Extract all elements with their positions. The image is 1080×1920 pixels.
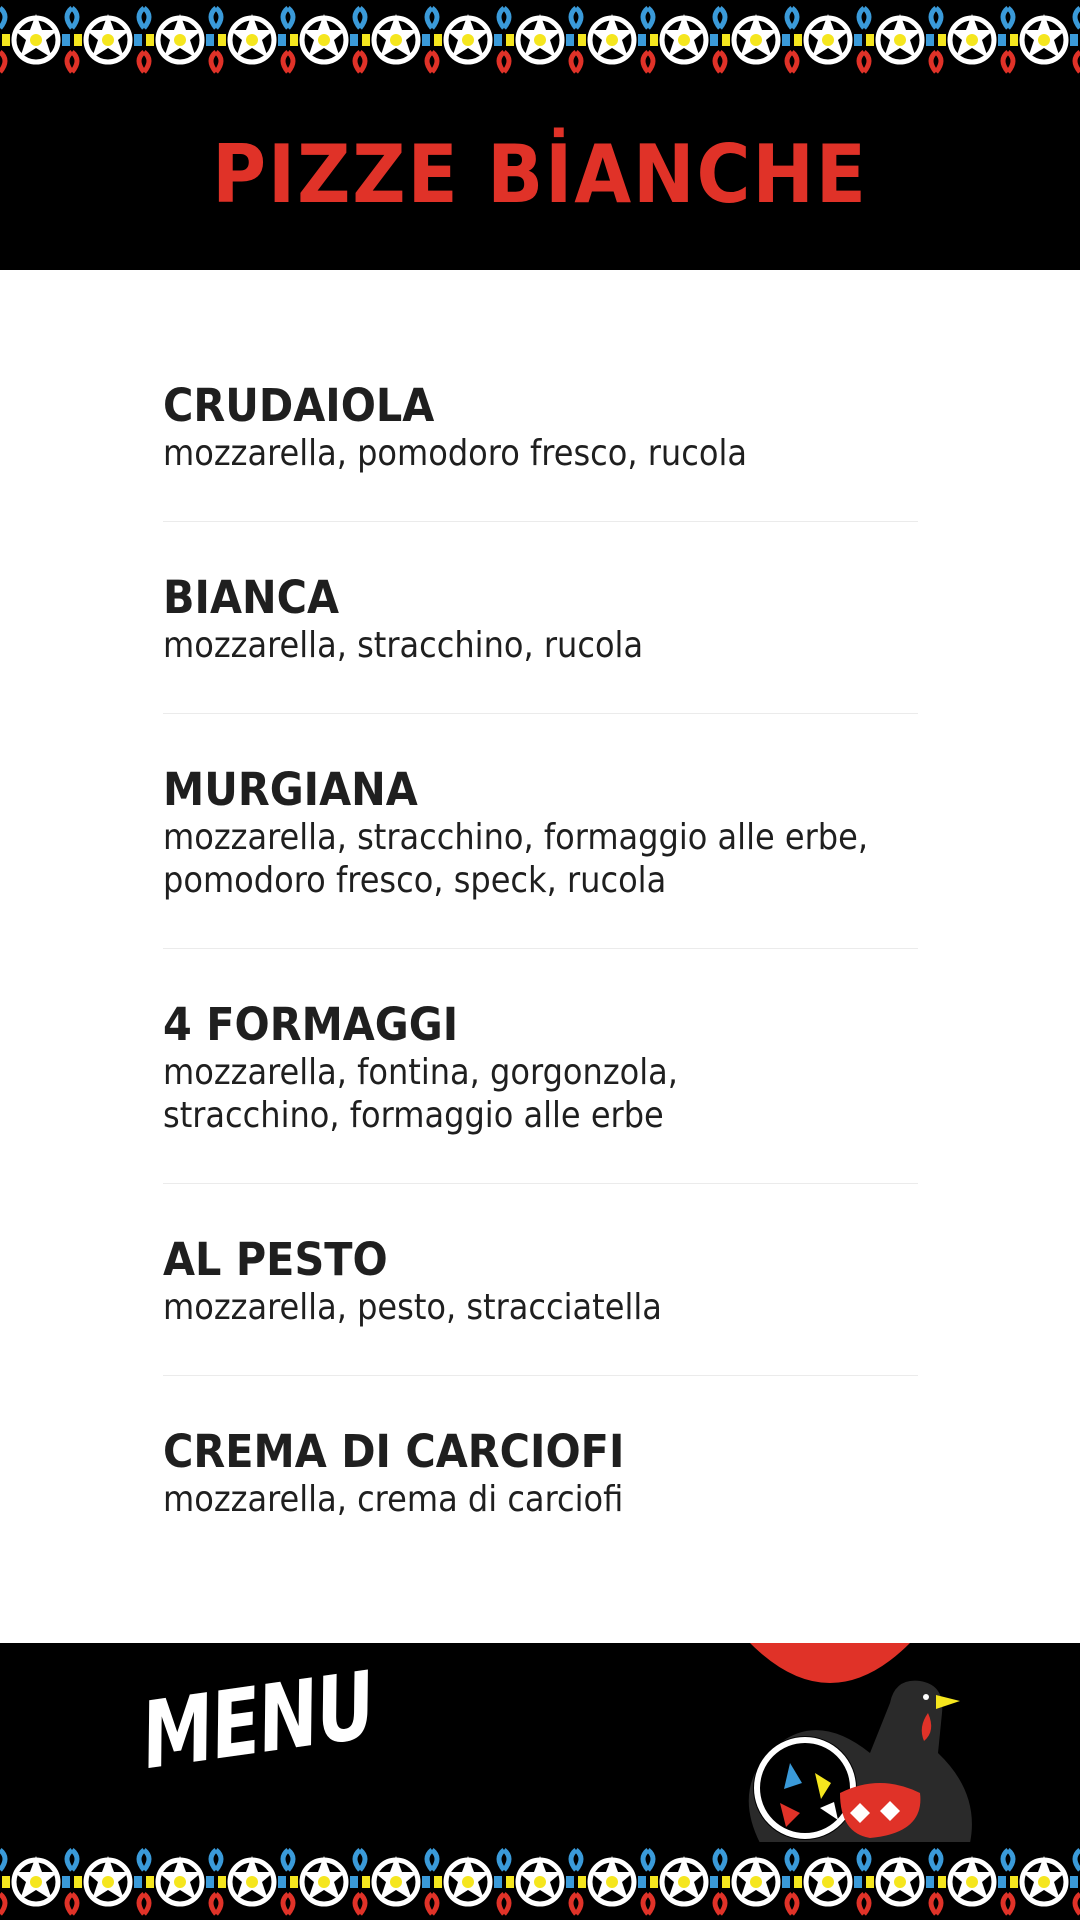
item-description: mozzarella, stracchino, rucola	[163, 625, 644, 666]
item-name: 4 FORMAGGI	[163, 998, 459, 1051]
tile-pattern-icon	[0, 1842, 1080, 1920]
item-description: stracchino, formaggio alle erbe	[163, 1095, 664, 1136]
menu-item	[163, 1426, 918, 1567]
item-description: mozzarella, fontina, gorgonzola,	[163, 1052, 678, 1093]
item-name: BIANCA	[163, 571, 340, 624]
item-name: MURGIANA	[163, 763, 418, 816]
item-name: AL PESTO	[163, 1233, 388, 1286]
item-name: CREMA DI CARCIOFI	[163, 1425, 625, 1478]
item-description: mozzarella, pesto, stracciatella	[163, 1287, 662, 1328]
item-description: pomodoro fresco, speck, rucola	[163, 860, 667, 901]
footer-banner	[0, 1643, 1080, 1843]
menu-item	[163, 1234, 918, 1376]
footer-label: MENU	[135, 1651, 381, 1790]
item-description: mozzarella, stracchino, formaggio alle erbe,	[163, 817, 869, 858]
page-title: PIZZE BİANCHE	[212, 128, 868, 221]
item-description: mozzarella, pomodoro fresco, rucola	[163, 433, 748, 474]
menu-item	[163, 764, 918, 949]
item-name: CRUDAIOLA	[163, 379, 435, 432]
bottom-pattern-band	[0, 1842, 1080, 1920]
tile-pattern-icon	[0, 0, 1080, 80]
menu-item	[163, 999, 918, 1184]
menu-item	[163, 380, 918, 522]
menu-list	[163, 380, 918, 1617]
header-banner	[0, 80, 1080, 270]
top-pattern-band	[0, 0, 1080, 80]
menu-item	[163, 572, 918, 714]
item-description: mozzarella, crema di carciofi	[163, 1479, 624, 1520]
rooster-icon	[720, 1643, 1080, 1843]
